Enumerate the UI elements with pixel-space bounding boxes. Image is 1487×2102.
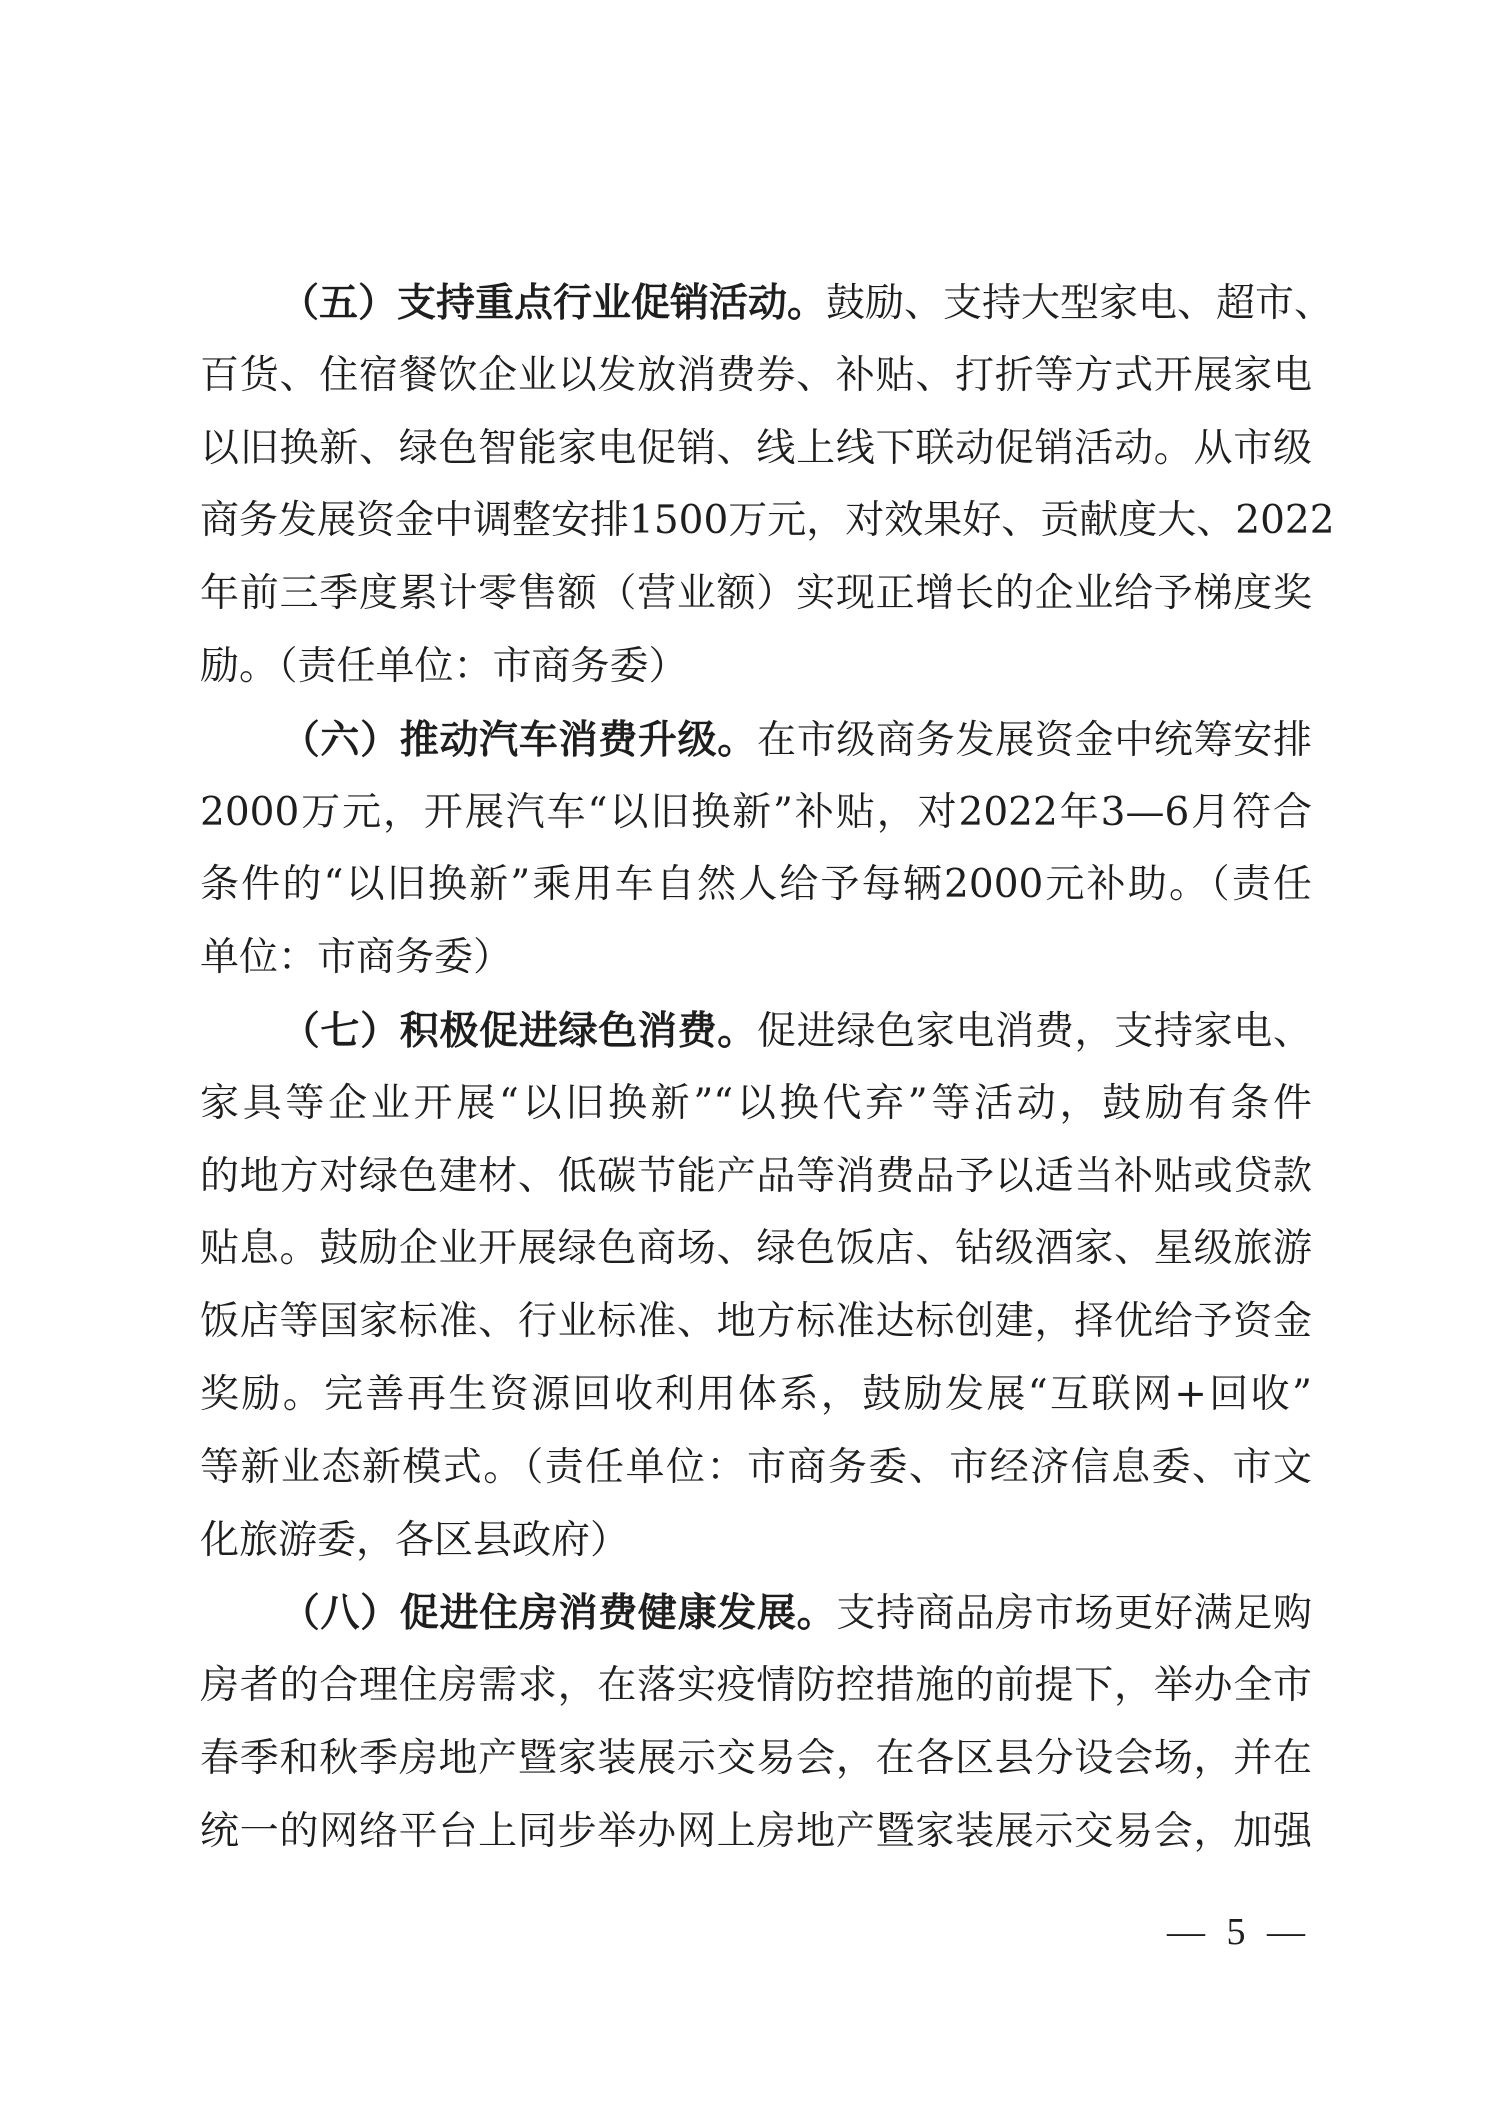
text-line: 以旧换新、绿色智能家电促销、线上线下联动促销活动。从市级	[200, 425, 1312, 471]
paragraph-7	[200, 995, 1312, 1577]
paragraph-5	[200, 267, 1335, 704]
text-line: 饭店等国家标准、行业标准、地方标准达标创建，择优给予资金	[200, 1299, 1312, 1345]
page-number: — 5 —	[1167, 1911, 1311, 1953]
paragraph-first-line	[200, 1577, 1312, 1650]
text-line: 春季和秋季房地产暨家装展示交易会，在各区县分设会场，并在	[200, 1735, 1312, 1781]
text: 鼓励、支持大型家电、超市、	[826, 281, 1334, 326]
text-line: 房者的合理住房需求，在落实疫情防控措施的前提下，举办全市	[200, 1663, 1312, 1709]
text-line: 条件的“以旧换新”乘用车自然人给予每辆2000元补助。（责任	[200, 862, 1312, 908]
section-heading: （八）促进住房消费健康发展。	[280, 1590, 837, 1637]
section-heading: （七）积极促进绿色消费。	[280, 1007, 757, 1054]
text: 促进绿色家电消费，支持家电、	[757, 1008, 1312, 1054]
text-line: 2000万元，开展汽车“以旧换新”补贴，对2022年3—6月符合	[200, 789, 1312, 835]
text-line: 商务发展资金中调整安排1500万元，对效果好、贡献度大、2022	[200, 498, 1335, 544]
text-line: 统一的网络平台上同步举办网上房地产暨家装展示交易会，加强	[200, 1808, 1312, 1854]
paragraph-8	[200, 1577, 1312, 1868]
document-body	[200, 267, 1335, 1869]
text: 支持商品房市场更好满足购	[836, 1591, 1312, 1637]
text: 在市级商务发展资金中统筹安排	[757, 717, 1312, 763]
section-heading: （六）推动汽车消费升级。	[280, 716, 757, 763]
text-line: 奖励。完善再生资源回收利用体系，鼓励发展“互联网+回收”	[200, 1371, 1312, 1417]
text-line: 年前三季度累计零售额（营业额）实现正增长的企业给予梯度奖	[200, 571, 1312, 617]
paragraph-first-line	[200, 995, 1312, 1068]
paragraph-first-line	[200, 704, 1312, 777]
text-line: 等新业态新模式。（责任单位：市商务委、市经济信息委、市文	[200, 1444, 1312, 1490]
text-line: 家具等企业开展“以旧换新”“以换代弃”等活动，鼓励有条件	[200, 1080, 1312, 1126]
section-heading: （五）支持重点行业促销活动。	[280, 280, 827, 326]
text-line: 贴息。鼓励企业开展绿色商场、绿色饭店、钻级酒家、星级旅游	[200, 1226, 1312, 1272]
paragraph-first-line	[200, 267, 1334, 340]
text-line: 单位：市商务委）	[200, 935, 513, 981]
paragraph-6	[200, 704, 1312, 995]
text-line: 百货、住宿餐饮企业以发放消费券、补贴、打折等方式开展家电	[200, 352, 1312, 398]
text-line: 励。（责任单位：市商务委）	[200, 643, 688, 689]
text-line: 化旅游委，各区县政府）	[200, 1517, 630, 1563]
text-line: 的地方对绿色建材、低碳节能产品等消费品予以适当补贴或贷款	[200, 1153, 1312, 1199]
